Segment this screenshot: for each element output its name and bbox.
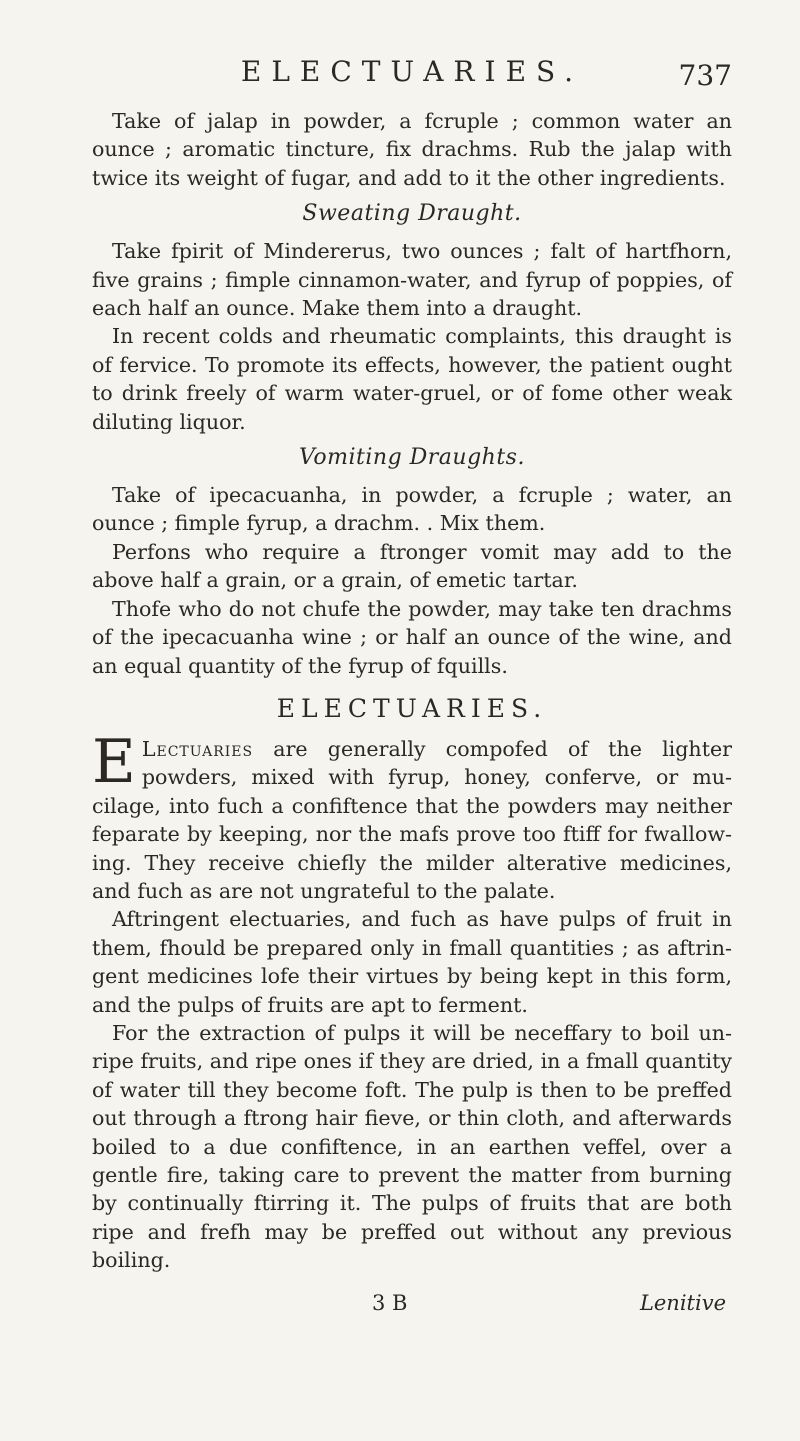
pulp-extraction-paragraph: For the extraction of pulps it will be neceffary to boil unripe fruits, and ripe ones if they are dried, in a fmall quantity of water till they become foft. The pulp is then to be preffed out through a ftrong hair fieve, or thin cloth, and afterwards boiled to a due confiftence, in an earthen veffel, over a gentle fire, taking care to prevent the matter from burning by continually ftirring it. The pulps of fruits that are both ripe and frefh may be preffed out without any previous boiling. [92, 1020, 732, 1273]
page-footer [92, 1291, 732, 1331]
vomiting-draughts-heading: Vomiting Draughts. [299, 445, 525, 471]
book-page [92, 55, 732, 1331]
catchword: Lenitive [639, 1290, 726, 1315]
page-number: 737 [678, 59, 732, 92]
stronger-vomit-paragraph: Perfons who require a ftronger vomit may add to the above half a grain, or a grain, of emetic tartar. [92, 539, 732, 593]
signature-mark: 3 B [372, 1290, 408, 1315]
section-title: ELECTUARIES. [276, 693, 548, 723]
ipecacuanha-wine-paragraph: Thofe who do not chufe the powder, may take ten drachms of the ipecacuanha wine ; or half an ounce of the wine, and an equal quantity of the fyrup of fquills. [92, 596, 732, 678]
drop-cap: E [92, 726, 136, 797]
page-header [92, 55, 732, 107]
jalap-recipe-paragraph: Take of jalap in powder, a fcruple ; common water an ounce ; aromatic tincture, fix drachms. Rub the jalap with twice its weight of fugar, and add to it the other ingredients. [92, 109, 732, 190]
astringent-paragraph: Aftringent electuaries, and fuch as have pulps of fruit in them, fhould be prepared only in fmall quantities ; as aftringent medicines lofe their virtues by being kept in this form, and the pulps of fruits are apt to ferment. [92, 907, 732, 1017]
running-head: ELECTUARIES. [240, 55, 584, 88]
sweating-recipe-paragraph: Take fpirit of Mindererus, two ounces ; falt of hartfhorn, five grains ; fimple cinnamon-water, and fyrup of poppies, of each half an ounce. Make them into a draught. [92, 239, 732, 321]
intro-smallcaps-word: Lectuaries [141, 736, 254, 761]
intro-body-text: are generally compofed of the lighter powders, mixed with fyrup, honey, conferve, or mucilage, into fuch a confiftence that the powders may neither feparate by keeping, nor the mafs prove too ftiff for fwallowing. They receive chiefly the milder alterative medicines, and fuch as are not ungrateful to the palate. [92, 736, 732, 903]
vomiting-recipe-paragraph: Take of ipecacuanha, in powder, a fcruple ; water, an ounce ; fimple fyrup, a drachm. . Mix them. [92, 483, 732, 536]
sweating-usage-paragraph: In recent colds and rheumatic complaints, this draught is of fervice. To promote its effects, however, the patient ought to drink freely of warm water-gruel, or of fome other weak diluting liquor. [92, 324, 732, 434]
sweating-draught-heading: Sweating Draught. [302, 201, 522, 227]
electuaries-intro-paragraph [92, 726, 732, 905]
